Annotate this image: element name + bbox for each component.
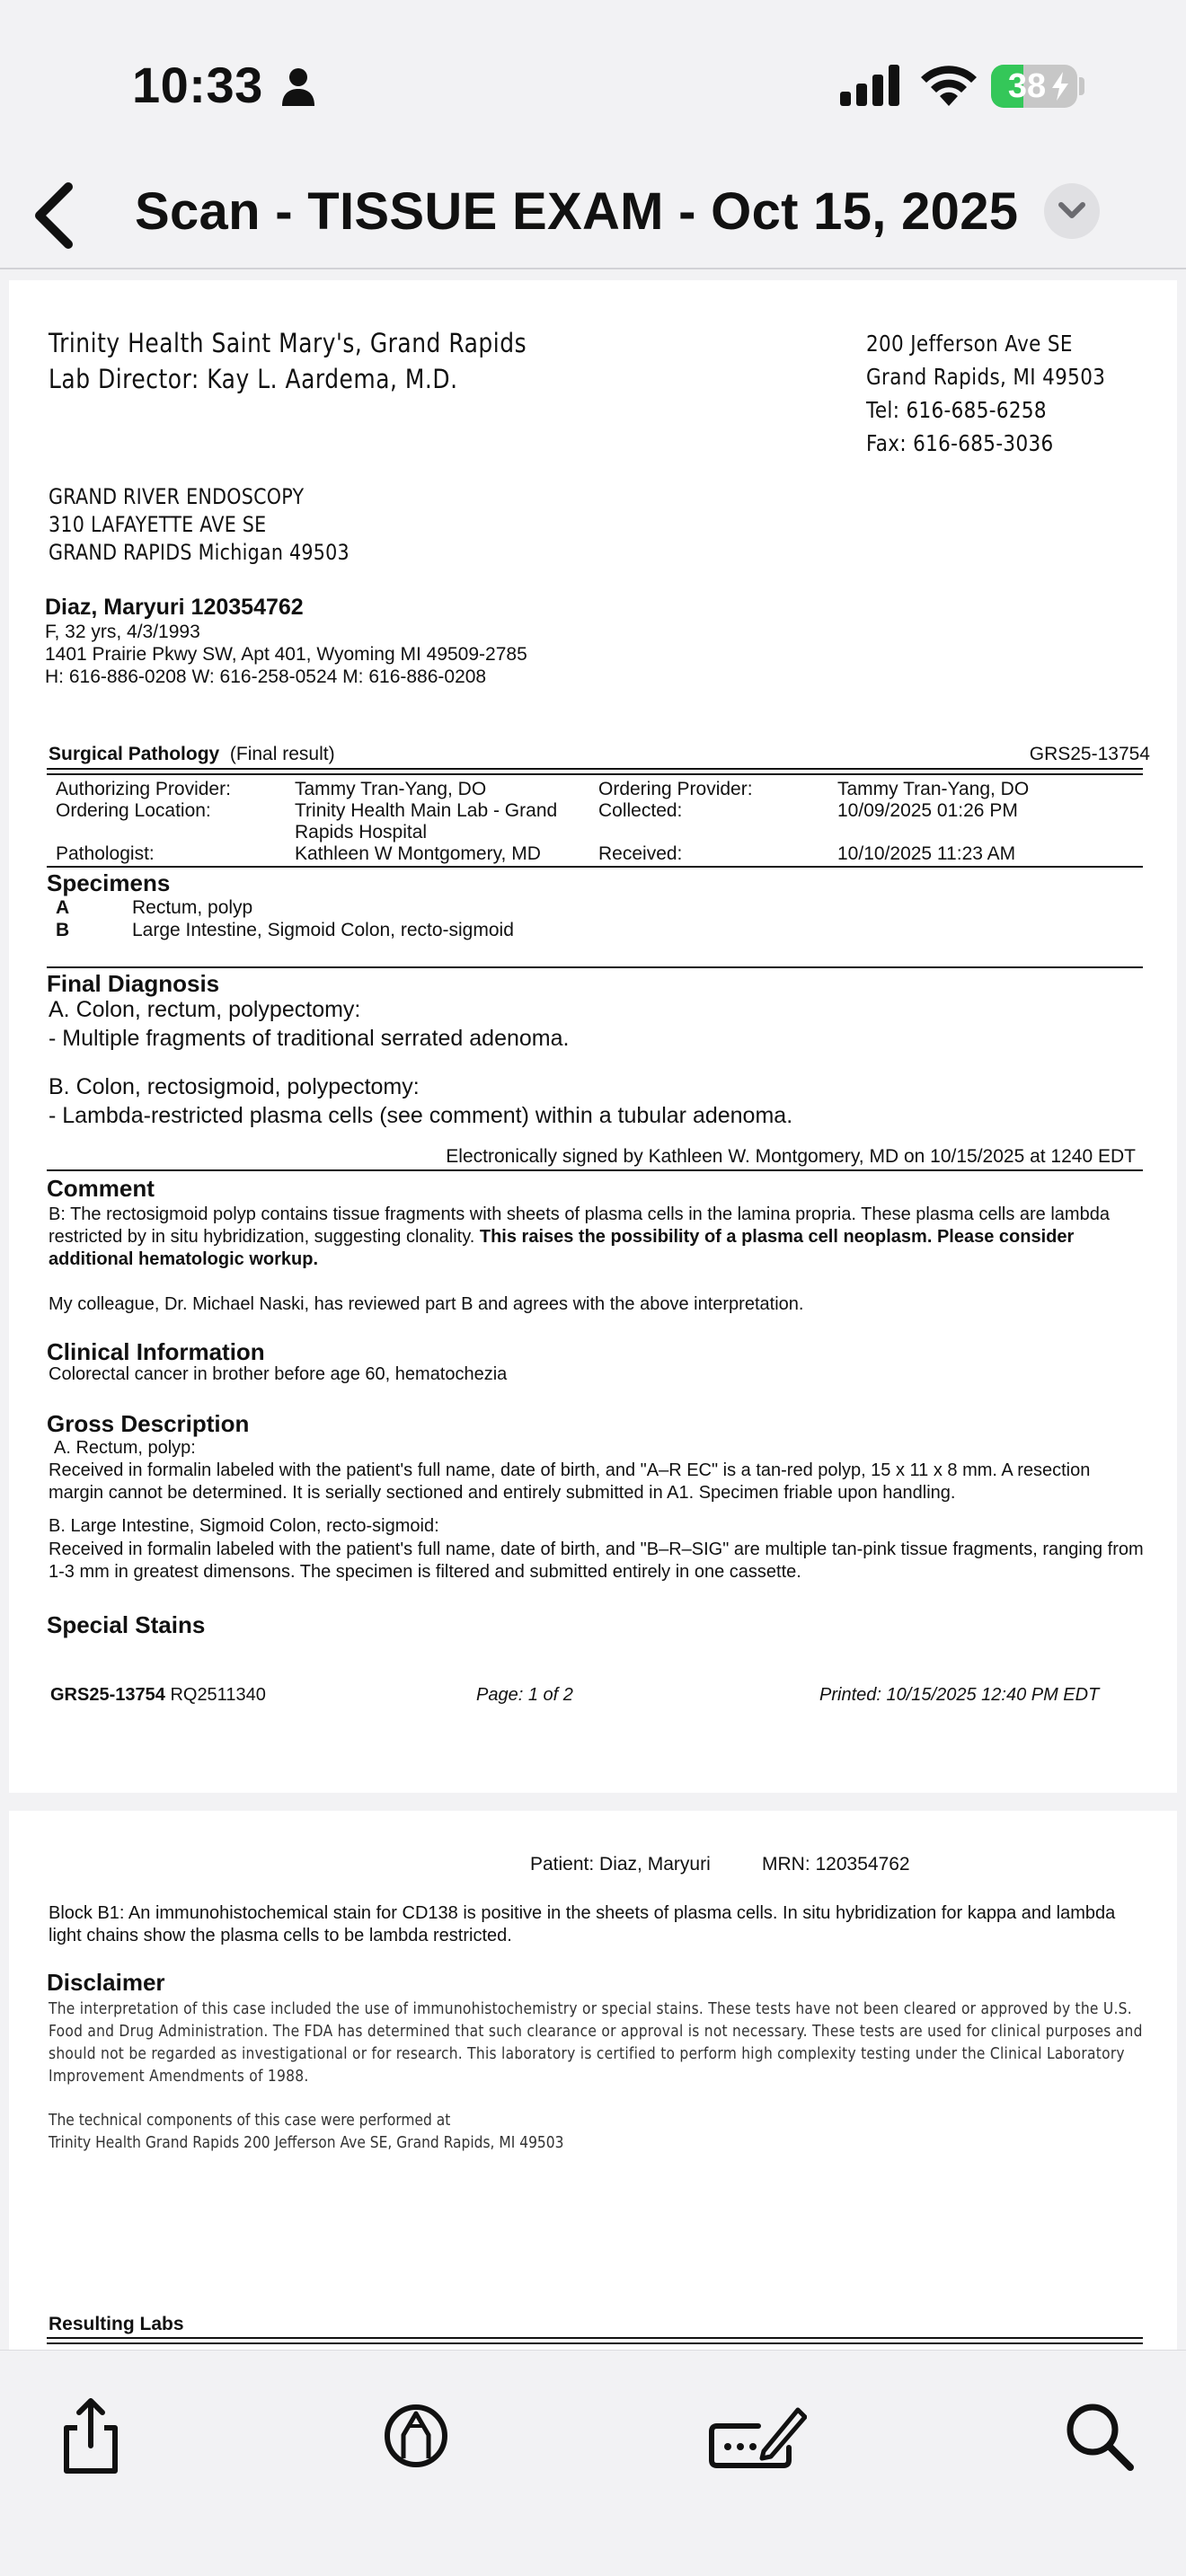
search-button[interactable] (1058, 2395, 1139, 2476)
ordering-provider-value: Tammy Tran-Yang, DO (837, 779, 1030, 799)
section-title: Surgical Pathology (49, 744, 220, 764)
technical-line-1: The technical components of this case were performed at (49, 2111, 451, 2130)
footer-printed: Printed: 10/15/2025 12:40 PM EDT (819, 1685, 1100, 1705)
divider (47, 768, 1143, 770)
resulting-labs-heading: Resulting Labs (49, 2314, 184, 2334)
diagnosis-line: - Multiple fragments of traditional serrated adenoma. (49, 1026, 570, 1051)
recipient-line: GRAND RAPIDS Michigan 49503 (49, 540, 350, 565)
divider (47, 773, 1143, 775)
special-stains-heading: Special Stains (47, 1611, 206, 1638)
specimen-desc: Rectum, polyp (132, 897, 253, 918)
received-value: 10/10/2025 11:23 AM (837, 843, 1016, 864)
diagnosis-line: A. Colon, rectum, polypectomy: (49, 997, 361, 1022)
search-icon (1058, 2395, 1139, 2476)
chevron-down-icon (1058, 201, 1085, 221)
gross-b-title: B. Large Intestine, Sigmoid Colon, recto-sigmoid: (49, 1516, 439, 1536)
recipient-address (49, 483, 350, 567)
recipient-line: 310 LAFAYETTE AVE SE (49, 512, 267, 537)
recipient-line: GRAND RIVER ENDOSCOPY (49, 484, 305, 509)
received-label: Received: (598, 843, 683, 864)
gross-a-title: A. Rectum, polyp: (54, 1438, 196, 1458)
technical-line-2: Trinity Health Grand Rapids 200 Jefferson Ave SE, Grand Rapids, MI 49503 (49, 2133, 564, 2152)
battery-indicator (991, 65, 1077, 108)
signature-button[interactable] (708, 2395, 807, 2476)
patient-address: 1401 Prairie Pkwy SW, Apt 401, Wyoming MI 49509-2785 (45, 644, 527, 665)
final-diagnosis-heading: Final Diagnosis (47, 970, 220, 997)
accession-number: GRS25-13754 (1029, 744, 1150, 764)
institution-name: Trinity Health Saint Mary's, Grand Rapids (49, 328, 527, 358)
block-b1-text: Block B1: An immunohistochemical stain for CD138 is positive in the sheets of plasma cells. In situ hybridization for kappa and lambda light chains show the plasma cells to be lambda restricted. (49, 1903, 1116, 1945)
ordering-provider-label: Ordering Provider: (598, 779, 753, 799)
divider (47, 2342, 1143, 2344)
wifi-icon (921, 63, 977, 106)
authorizing-provider-value: Tammy Tran-Yang, DO (295, 779, 487, 799)
pathologist-value: Kathleen W Montgomery, MD (295, 843, 541, 864)
clinical-info-heading: Clinical Information (47, 1338, 265, 1365)
address-line: 200 Jefferson Ave SE (866, 331, 1073, 357)
bottom-toolbar (0, 2350, 1186, 2576)
footer-page-number: Page: 1 of 2 (476, 1685, 573, 1705)
ordering-location-value-cont: Rapids Hospital (295, 822, 428, 842)
divider (47, 1169, 1143, 1171)
divider (47, 866, 1143, 868)
charging-bolt-icon (1050, 72, 1070, 101)
authorizing-provider-label: Authorizing Provider: (56, 779, 231, 799)
specimen-desc: Large Intestine, Sigmoid Colon, recto-sigmoid (132, 920, 514, 940)
footer-accession: GRS25-13754 (50, 1685, 165, 1705)
document-title: Scan - TISSUE EXAM - Oct 15, 2025 (135, 182, 1019, 241)
section-header (49, 744, 335, 765)
battery-level: 38 (1007, 67, 1047, 105)
back-chevron-icon[interactable] (29, 180, 83, 251)
share-button[interactable] (50, 2395, 131, 2476)
title-menu-button[interactable] (1044, 183, 1100, 239)
specimen-key: A (56, 897, 70, 918)
ordering-location-label: Ordering Location: (56, 800, 211, 821)
cellular-signal-icon (840, 65, 899, 106)
disclaimer-text: The interpretation of this case included the use of immunohistochemistry or special stains. These tests have not been cleared or approved by the U.S. Food and Drug Administration. The FDA has determined that such clearance or approval is not necessary. These tests are used for clinical purposes and should not be regarded as investigational or for research. This laboratory is certified to perform high complexity testing under the Clinical Laboratory Improvement Amendments of 1988. (49, 1999, 1143, 2086)
patient-name: Diaz, Maryuri 120354762 (45, 595, 304, 620)
divider (47, 2337, 1143, 2339)
lab-director: Lab Director: Kay L. Aardema, M.D. (49, 364, 458, 394)
collected-value: 10/09/2025 01:26 PM (837, 800, 1018, 821)
markup-button[interactable] (376, 2395, 456, 2476)
ordering-location-value: Trinity Health Main Lab - Grand (295, 800, 558, 821)
specimen-key: B (56, 920, 70, 940)
status-bar (0, 0, 1186, 171)
collected-label: Collected: (598, 800, 683, 821)
address-line: Tel: 616-685-6258 (866, 397, 1047, 423)
diagnosis-line: B. Colon, rectosigmoid, polypectomy: (49, 1074, 420, 1099)
address-line: Fax: 616-685-3036 (866, 430, 1054, 456)
page2-patient: Patient: Diaz, Maryuri (530, 1854, 711, 1875)
patient-demographics: F, 32 yrs, 4/3/1993 (45, 622, 200, 642)
pathologist-label: Pathologist: (56, 843, 155, 864)
markup-icon (376, 2395, 456, 2476)
electronic-signature: Electronically signed by Kathleen W. Montgomery, MD on 10/15/2025 at 1240 EDT (446, 1146, 1136, 1167)
patient-phones: H: 616-886-0208 W: 616-258-0524 M: 616-886-0208 (45, 666, 487, 687)
person-icon (280, 66, 316, 106)
page2-mrn: MRN: 120354762 (762, 1854, 910, 1875)
diagnosis-line: - Lambda-restricted plasma cells (see comment) within a tubular adenoma. (49, 1103, 793, 1128)
signature-icon (708, 2395, 807, 2476)
battery-tip (1079, 77, 1084, 95)
address-line: Grand Rapids, MI 49503 (866, 364, 1106, 390)
colleague-review: My colleague, Dr. Michael Naski, has reviewed part B and agrees with the above interpretation. (49, 1294, 804, 1314)
comment-heading: Comment (47, 1175, 155, 1202)
comment-emphasis: This raises the possibility of a plasma cell neoplasm. Please consider additional hematologic workup. (49, 1227, 1075, 1269)
status-time: 10:33 (132, 57, 263, 113)
navigation-bar (0, 171, 1186, 269)
gross-b-text: Received in formalin labeled with the patient's full name, date of birth, and "B–R–SIG" are multiple tan-pink tissue fragments, ranging from 1-3 mm in greatest dimensons. The specimen is filtered and submitted entirely in one cassette. (49, 1539, 1144, 1582)
footer-ids (50, 1685, 266, 1706)
comment-plain: B: The rectosigmoid polyp contains tissue fragments with sheets of plasma cells in the lamina propria. These plasma cells are lambda restricted by in situ hybridization, suggesting clonality. (49, 1204, 1110, 1247)
gross-a-text: Received in formalin labeled with the patient's full name, date of birth, and "A–R EC" is a tan-red polyp, 15 x 11 x 8 mm. A resection margin cannot be determined. It is serially sectioned and entirely submitted in A1. Specimen friable upon handling. (49, 1460, 1091, 1503)
report-header-institution (49, 325, 527, 397)
share-icon (50, 2395, 131, 2476)
gross-description-heading: Gross Description (47, 1410, 250, 1437)
footer-requisition: RQ2511340 (170, 1685, 266, 1705)
specimens-heading: Specimens (47, 869, 171, 896)
comment-text (49, 1204, 1146, 1271)
result-status: (Final result) (229, 744, 335, 764)
divider (47, 966, 1143, 968)
document-page-1[interactable] (9, 280, 1177, 1793)
lab-address (866, 327, 1105, 460)
disclaimer-heading: Disclaimer (47, 1969, 165, 1996)
clinical-info-text: Colorectal cancer in brother before age 60, hematochezia (49, 1364, 508, 1384)
